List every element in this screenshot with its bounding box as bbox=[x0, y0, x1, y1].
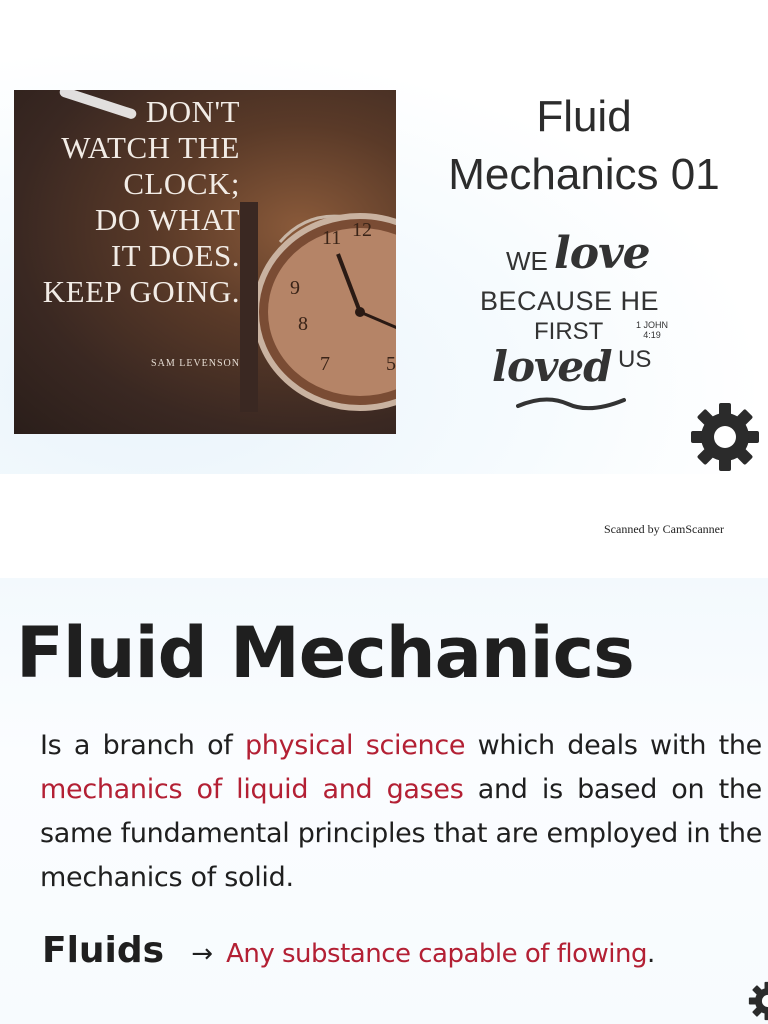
title-line-2: Mechanics 01 bbox=[448, 150, 720, 199]
highlight-physical-science: physical science bbox=[244, 730, 466, 761]
scanner-watermark: Scanned by CamScanner bbox=[604, 522, 724, 536]
slide-1-title bbox=[408, 88, 760, 204]
verse-reference-book: 1 JOHN bbox=[636, 320, 669, 330]
gear-icon bbox=[690, 402, 760, 472]
quote-line: KEEP GOING. bbox=[42, 274, 240, 309]
fluids-definition-line bbox=[42, 930, 655, 971]
verse-word-we: WE bbox=[506, 246, 548, 276]
slide-2 bbox=[0, 578, 768, 1024]
definition-text: Is a branch of bbox=[40, 730, 245, 761]
clock-illustration bbox=[240, 202, 396, 412]
title-line-1: Fluid bbox=[536, 92, 632, 141]
quote-line: DO WHAT bbox=[95, 202, 240, 237]
quote-text bbox=[14, 94, 240, 310]
svg-text:5: 5 bbox=[386, 353, 396, 375]
quote-author: SAM LEVENSON bbox=[151, 358, 240, 369]
verse-word-loved: loved bbox=[492, 342, 612, 391]
verse-word-first: FIRST bbox=[534, 318, 604, 345]
swash-underline bbox=[516, 392, 626, 416]
highlight-mechanics-liquid-gases: mechanics of liquid and gases bbox=[40, 774, 464, 805]
verse-word-love: love bbox=[554, 228, 650, 279]
svg-text:8: 8 bbox=[298, 313, 308, 335]
quote-line: WATCH THE bbox=[61, 130, 240, 165]
quote-clock-image bbox=[14, 90, 396, 434]
quote-line: CLOCK; bbox=[123, 166, 240, 201]
verse-reference bbox=[636, 320, 668, 340]
verse-word-us: US bbox=[618, 346, 652, 373]
fluids-term: Fluids bbox=[42, 930, 165, 971]
verse-reference-number: 4:19 bbox=[643, 330, 661, 340]
fluids-definition: Any substance capable of flowing bbox=[226, 939, 647, 969]
definition-text: which deals with the bbox=[465, 730, 762, 761]
verse-words-because-he: BECAUSE HE bbox=[480, 286, 660, 316]
definition-paragraph bbox=[40, 724, 762, 900]
svg-text:11: 11 bbox=[322, 227, 342, 249]
svg-text:7: 7 bbox=[320, 353, 330, 375]
quote-line: IT DOES. bbox=[110, 238, 240, 273]
slide-1 bbox=[0, 44, 768, 474]
svg-text:9: 9 bbox=[290, 277, 300, 299]
fluids-definition-period: . bbox=[646, 939, 655, 969]
right-arrow-icon: → bbox=[191, 939, 213, 969]
definition-text: and is based on the same fundamental principles that are employed in the mechanics of solid. bbox=[40, 774, 762, 893]
gear-icon bbox=[748, 978, 768, 1024]
svg-text:12: 12 bbox=[352, 219, 372, 241]
quote-line: DON'T bbox=[145, 94, 240, 129]
bible-verse-graphic bbox=[470, 228, 710, 422]
slide-2-title: Fluid Mechanics bbox=[16, 612, 634, 694]
